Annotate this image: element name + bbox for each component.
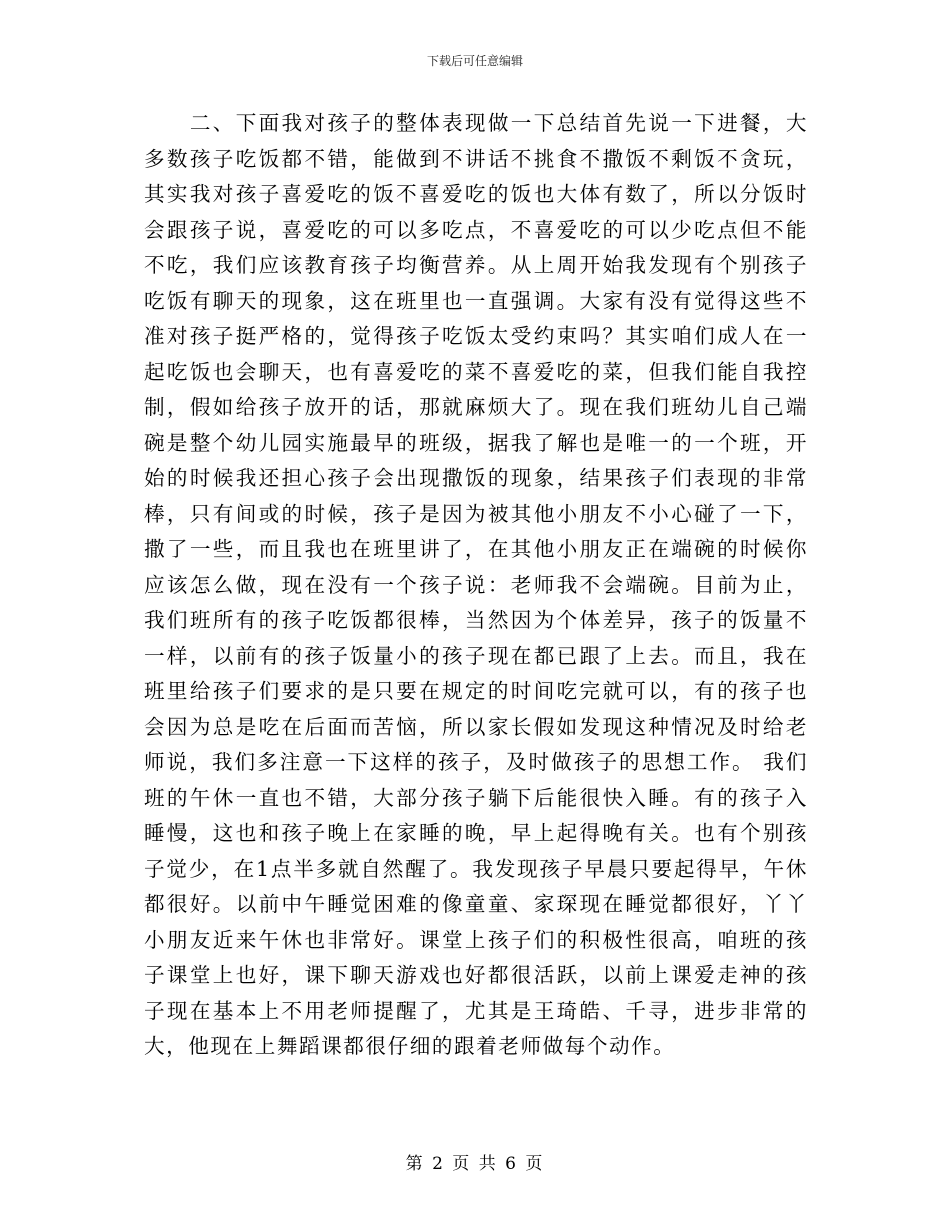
footer-current-page: 2 xyxy=(432,1154,445,1174)
body-paragraph: 二、下面我对孩子的整体表现做一下总结首先说一下进餐，大多数孩子吃饭都不错，能做到不讲话不挑食不撒饭不剩饭不贪玩，其实我对孩子喜爱吃的饭不喜爱吃的饭也大体有数了，所以分饭时会跟孩子说，喜爱吃的可以多吃点，不喜爱吃的可以少吃点但不能不吃，我们应该教育孩子均衡营养。从上周开始我发现有个别孩子吃饭有聊天的现象，这在班里也一直强调。大家有没有觉得这些不准对孩子挺严格的，觉得孩子吃饭太受约束吗？其实咱们成人在一起吃饭也会聊天，也有喜爱吃的菜不喜爱吃的菜，但我们能自我控制，假如给孩子放开的话，那就麻烦大了。现在我们班幼儿自己端碗是整个幼儿园实施最早的班级，据我了解也是唯一的一个班，开始的时候我还担心孩子会出现撒饭的现象，结果孩子们表现的非常棒，只有间或的时候，孩子是因为被其他小朋友不小心碰了一下，撒了一些，而且我也在班里讲了，在其他小朋友正在端碗的时候你应该怎么做，现在没有一个孩子说：老师我不会端碗。目前为止，我们班所有的孩子吃饭都很棒，当然因为个体差异，孩子的饭量不一样，以前有的孩子饭量小的孩子现在都已跟了上去。而且，我在班里给孩子们要求的是只要在规定的时间吃完就可以，有的孩子也会因为总是吃在后面而苦恼，所以家长假如发现这种情况及时给老师说，我们多注意一下这样的孩子，及时做孩子的思想工作。 我们班的午休一直也不错，大部分孩子躺下后能很快入睡。有的孩子入睡慢，这也和孩子晚上在家睡的晚，早上起得晚有关。也有个别孩子觉少，在1点半多就自然醒了。我发现孩子早晨只要起得早，午休都很好。以前中午睡觉困难的像童童、家琛现在睡觉都很好，丫丫小朋友近来午休也非常好。课堂上孩子们的积极性很高，咱班的孩子课堂上也好，课下聊天游戏也好都很活跃，以前上课爱走神的孩子现在基本上不用老师提醒了，尤其是王琦皓、千寻，进步非常的大，他现在上舞蹈课都很仔细的跟着老师做每个动作。 xyxy=(144,111,808,1058)
page-footer xyxy=(0,1153,950,1175)
header-note: 下载后可任意编辑 xyxy=(426,54,523,68)
footer-middle: 页 共 xyxy=(452,1154,498,1174)
page-header xyxy=(0,53,950,69)
footer-prefix: 第 xyxy=(405,1154,425,1174)
footer-suffix: 页 xyxy=(525,1154,545,1174)
footer-total-pages: 6 xyxy=(505,1154,518,1174)
document-body xyxy=(144,106,808,1065)
